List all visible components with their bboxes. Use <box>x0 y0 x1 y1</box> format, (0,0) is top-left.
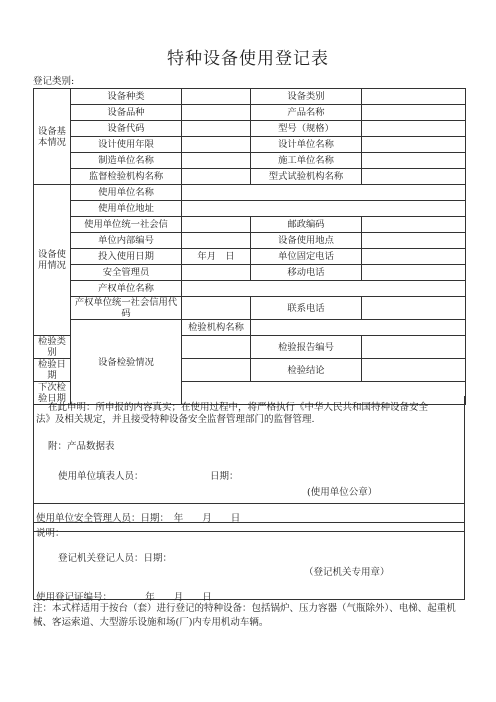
field-value[interactable] <box>182 169 251 185</box>
user-unit-seal-label: (使用单位公章） <box>307 487 378 498</box>
field-label: 产权单位名称 <box>71 281 182 297</box>
safety-manager-signature-label: 使用单位安全管理人员：日期： 年 月 日 <box>36 513 241 524</box>
field-label: 型式试验机构名称 <box>251 169 362 185</box>
table-row <box>34 105 466 121</box>
field-label: 检验机构名称 <box>182 320 251 336</box>
table-row <box>34 281 466 297</box>
field-value[interactable] <box>182 233 251 249</box>
field-label: 投入使用日期 <box>71 249 182 265</box>
filler-signature-label: 使用单位填表人员： <box>58 471 144 482</box>
field-value[interactable] <box>182 105 251 121</box>
field-label: 使用单位地址 <box>71 201 182 217</box>
table-row <box>34 217 466 233</box>
field-value[interactable] <box>182 121 251 137</box>
field-label: 监督检验机构名称 <box>71 169 182 185</box>
table-row <box>34 121 466 137</box>
field-value[interactable] <box>182 281 466 297</box>
table-row <box>34 249 466 265</box>
field-label: 邮政编码 <box>251 217 362 233</box>
table-row <box>34 169 466 185</box>
field-label: 下次检验日期 <box>34 382 71 405</box>
field-label: 联系电话 <box>251 297 362 320</box>
certificate-number-label: 使用登记证编号： 年 月 日 <box>36 592 212 603</box>
table-row <box>34 320 466 336</box>
table-row <box>34 137 466 153</box>
registrar-signature-label: 登记机关登记人员：日期： <box>58 553 173 564</box>
field-value[interactable] <box>182 89 251 105</box>
section-usage-info: 设备使用情况 <box>34 185 71 336</box>
field-label: 移动电话 <box>251 265 362 281</box>
field-label: 施工单位名称 <box>251 153 362 169</box>
field-value[interactable] <box>362 233 466 249</box>
field-value[interactable] <box>182 359 251 382</box>
footnote: 注：本式样适用于按台（套）进行登记的特种设备：包括锅炉、压力容器（气瓶除外）、电梯、起重机械、客运索道、大型游乐设施和场(厂)内专用机动车辆。 <box>33 603 456 628</box>
authority-seal-label: （登记机关专用章） <box>304 567 390 578</box>
field-value[interactable] <box>362 359 466 382</box>
field-value[interactable] <box>362 249 466 265</box>
table-row <box>34 201 466 217</box>
section-inspection-info: 设备检验情况 <box>71 320 182 405</box>
registration-authority-section <box>33 522 465 603</box>
field-label: 单位内部编号 <box>71 233 182 249</box>
field-value[interactable] <box>362 217 466 233</box>
field-label: 设计单位名称 <box>251 137 362 153</box>
attachment-note: 附：产品数据表 <box>48 441 115 452</box>
filler-date-label: 日期： <box>210 471 239 482</box>
field-label: 检验结论 <box>251 359 362 382</box>
field-label: 设备类别 <box>251 89 362 105</box>
page-title: 特种设备使用登记表 <box>167 49 329 69</box>
field-label: 使用单位统一社会信 <box>71 217 182 233</box>
declaration-line-1: 在此申明：所申报的内容真实；在使用过程中，将严格执行《中华人民共和国特种设备安全 <box>48 402 429 413</box>
table-row <box>34 297 466 320</box>
field-label: 检验类别 <box>34 336 71 359</box>
table-row <box>34 185 466 201</box>
registration-category-label: 登记类别: <box>33 76 75 87</box>
table-row <box>34 153 466 169</box>
field-label: 检验报告编号 <box>251 336 362 359</box>
table-row <box>34 233 466 249</box>
field-value[interactable] <box>362 121 466 137</box>
field-value[interactable] <box>182 137 251 153</box>
table-row <box>34 265 466 281</box>
field-label: 检验日期 <box>34 359 71 382</box>
field-value[interactable] <box>182 297 251 320</box>
field-value[interactable] <box>182 336 251 359</box>
field-label: 制造单位名称 <box>71 153 182 169</box>
remarks-label: 说明： <box>36 528 65 539</box>
field-label: 安全管理员 <box>71 265 182 281</box>
section-basic-info: 设备基本情况 <box>34 89 71 185</box>
divider <box>34 503 464 504</box>
field-label: 使用单位名称 <box>71 185 182 201</box>
declaration-section <box>33 396 465 532</box>
table-row <box>34 89 466 105</box>
field-value[interactable] <box>362 153 466 169</box>
field-label: 单位固定电话 <box>251 249 362 265</box>
field-label: 型号（规格） <box>251 121 362 137</box>
field-value[interactable] <box>362 137 466 153</box>
field-value[interactable] <box>182 201 466 217</box>
field-value[interactable] <box>362 265 466 281</box>
field-label: 产权单位统一社会信用代码 <box>71 297 182 320</box>
field-value[interactable] <box>251 320 466 336</box>
field-label: 产品名称 <box>251 105 362 121</box>
field-value[interactable] <box>362 169 466 185</box>
field-value[interactable] <box>362 336 466 359</box>
field-value[interactable] <box>362 89 466 105</box>
registration-form-table <box>33 88 466 405</box>
field-label: 设备使用地点 <box>251 233 362 249</box>
field-label: 设备代码 <box>71 121 182 137</box>
field-value[interactable] <box>182 265 251 281</box>
field-label: 设计使用年限 <box>71 137 182 153</box>
field-value[interactable] <box>362 297 466 320</box>
field-value[interactable] <box>182 153 251 169</box>
field-value[interactable] <box>182 185 466 201</box>
field-label: 设备品种 <box>71 105 182 121</box>
start-date-value[interactable]: 年月 日 <box>182 249 251 265</box>
field-value[interactable] <box>362 105 466 121</box>
declaration-line-2: 法》及相关规定，并且接受特种设备安全监督管理部门的监督管理. <box>36 414 315 425</box>
field-label: 设备种类 <box>71 89 182 105</box>
field-value[interactable] <box>182 217 251 233</box>
